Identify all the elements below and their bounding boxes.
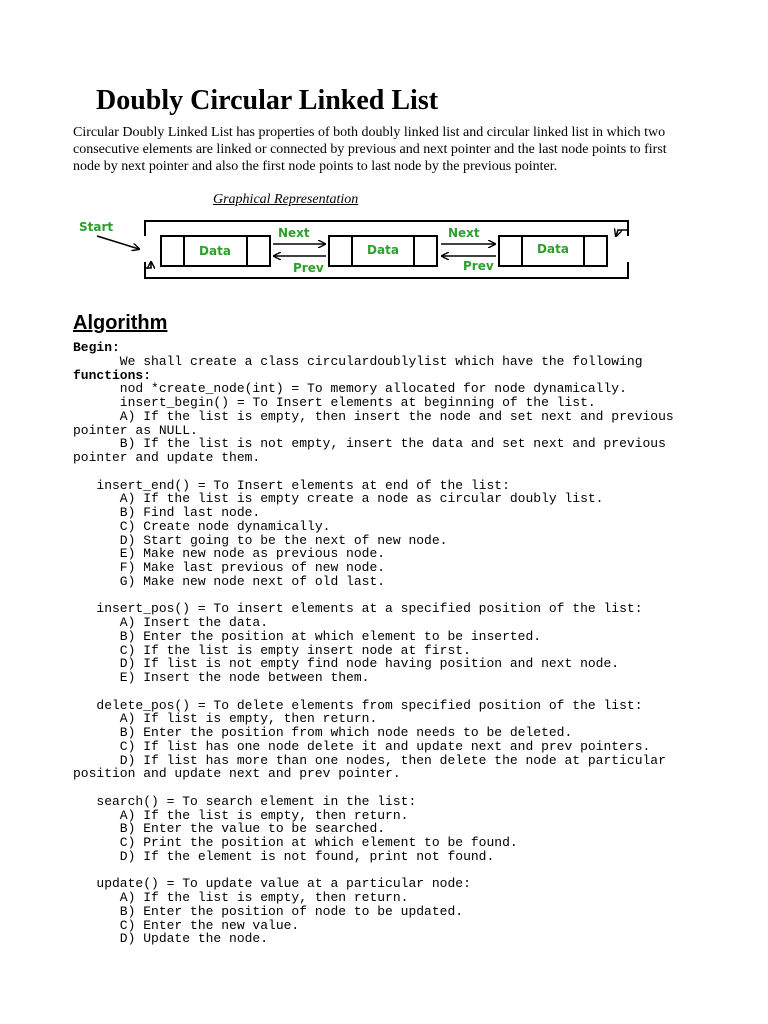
algorithm-line: D) Start going to be the next of new node.	[73, 532, 448, 548]
algorithm-line: E) Make new node as previous node.	[73, 546, 386, 562]
algorithm-heading: Algorithm	[73, 312, 168, 334]
algorithm-line: Begin:	[73, 340, 120, 355]
algorithm-line: search() = To search element in the list:	[73, 793, 417, 809]
start-arrow	[97, 236, 139, 249]
algorithm-line: D) If the element is not found, print not found.	[73, 848, 495, 864]
next-label-2: Next	[448, 226, 480, 240]
wrap-next-link	[145, 221, 628, 236]
algorithm-line: delete_pos() = To delete elements from specified position of the list:	[73, 697, 643, 713]
algorithm-line: B) Find last node.	[73, 505, 261, 520]
algorithm-line: F) Make last previous of new node.	[73, 560, 386, 575]
algorithm-line: G) Make new node next of old last.	[73, 573, 386, 589]
algorithm-line: B) Enter the position of node to be updated.	[73, 903, 464, 919]
algorithm-line: We shall create a class circulardoublylist which have the following	[73, 353, 643, 369]
algorithm-line: insert_pos() = To insert elements at a specified position of the list:	[73, 601, 643, 617]
algorithm-line: A) If list is empty, then return.	[73, 711, 378, 727]
algorithm-line: C) Create node dynamically.	[73, 518, 331, 534]
algorithm-line: A) If the list is empty, then insert the node and set next and previous	[73, 408, 674, 424]
prev-label-2: Prev	[463, 259, 494, 273]
algorithm-line	[73, 685, 673, 699]
page-title: Doubly Circular Linked List	[96, 85, 439, 116]
wrap-into-last-arrow	[616, 230, 628, 236]
algorithm-line	[73, 864, 673, 878]
algorithm-line: B) Enter the value to be searched.	[73, 821, 386, 837]
algorithm-line	[73, 781, 673, 795]
algorithm-line: update() = To update value at a particular node:	[73, 876, 471, 892]
algorithm-line	[73, 465, 673, 479]
algorithm-line: insert_begin() = To Insert elements at beginning of the list.	[73, 395, 596, 410]
algorithm-line: D) If list has more than one nodes, then delete the node at particular	[73, 752, 666, 768]
algorithm-line: B) If the list is not empty, insert the data and set next and previous	[73, 436, 666, 452]
algorithm-line: B) Enter the position at which element to be inserted.	[73, 628, 542, 644]
algorithm-line: position and update next and prev pointer.	[73, 766, 401, 782]
algorithm-line: A) Insert the data.	[73, 615, 269, 630]
algorithm-line: D) Update the node.	[73, 931, 269, 947]
algorithm-line: A) If the list is empty create a node as circular doubly list.	[73, 491, 604, 507]
algorithm-line: pointer and update them.	[73, 450, 261, 465]
algorithm-line: A) If the list is empty, then return.	[73, 807, 409, 823]
algorithm-line: C) If the list is empty insert node at first.	[73, 642, 471, 658]
algorithm-line: functions:	[73, 367, 152, 383]
algorithm-line: E) Insert the node between them.	[73, 670, 370, 685]
algorithm-line: pointer as NULL.	[73, 422, 198, 438]
node-1-label: Data	[199, 244, 231, 258]
algorithm-line: nod *create_node(int) = To memory allocated for node dynamically.	[73, 381, 627, 397]
node-3-label: Data	[537, 242, 569, 256]
node-2-label: Data	[367, 243, 399, 257]
next-label-1: Next	[278, 226, 310, 240]
algorithm-line: A) If the list is empty, then return.	[73, 890, 409, 905]
prev-label-1: Prev	[293, 261, 324, 275]
algorithm-line: C) Enter the new value.	[73, 917, 300, 933]
algorithm-line: C) If list has one node delete it and update next and prev pointers.	[73, 738, 651, 754]
intro-paragraph: Circular Doubly Linked List has properties of both doubly linked list and circular linked list in which two consecutive elements are linked or connected by previous and next pointer and the last node points to first node by next pointer and also the first node points to last node by the previous pointer.	[73, 125, 667, 174]
linked-list-diagram	[73, 214, 638, 284]
algorithm-line: B) Enter the position from which node needs to be deleted.	[73, 725, 573, 740]
algorithm-line: C) Print the position at which element to be found.	[73, 835, 518, 850]
start-label: Start	[79, 220, 114, 234]
algorithm-line	[73, 589, 673, 603]
algorithm-body	[73, 341, 673, 946]
algorithm-line: D) If list is not empty find node having position and next node.	[73, 656, 620, 672]
algorithm-line: insert_end() = To Insert elements at end of the list:	[73, 477, 510, 493]
diagram-caption: Graphical Representation	[213, 192, 359, 207]
